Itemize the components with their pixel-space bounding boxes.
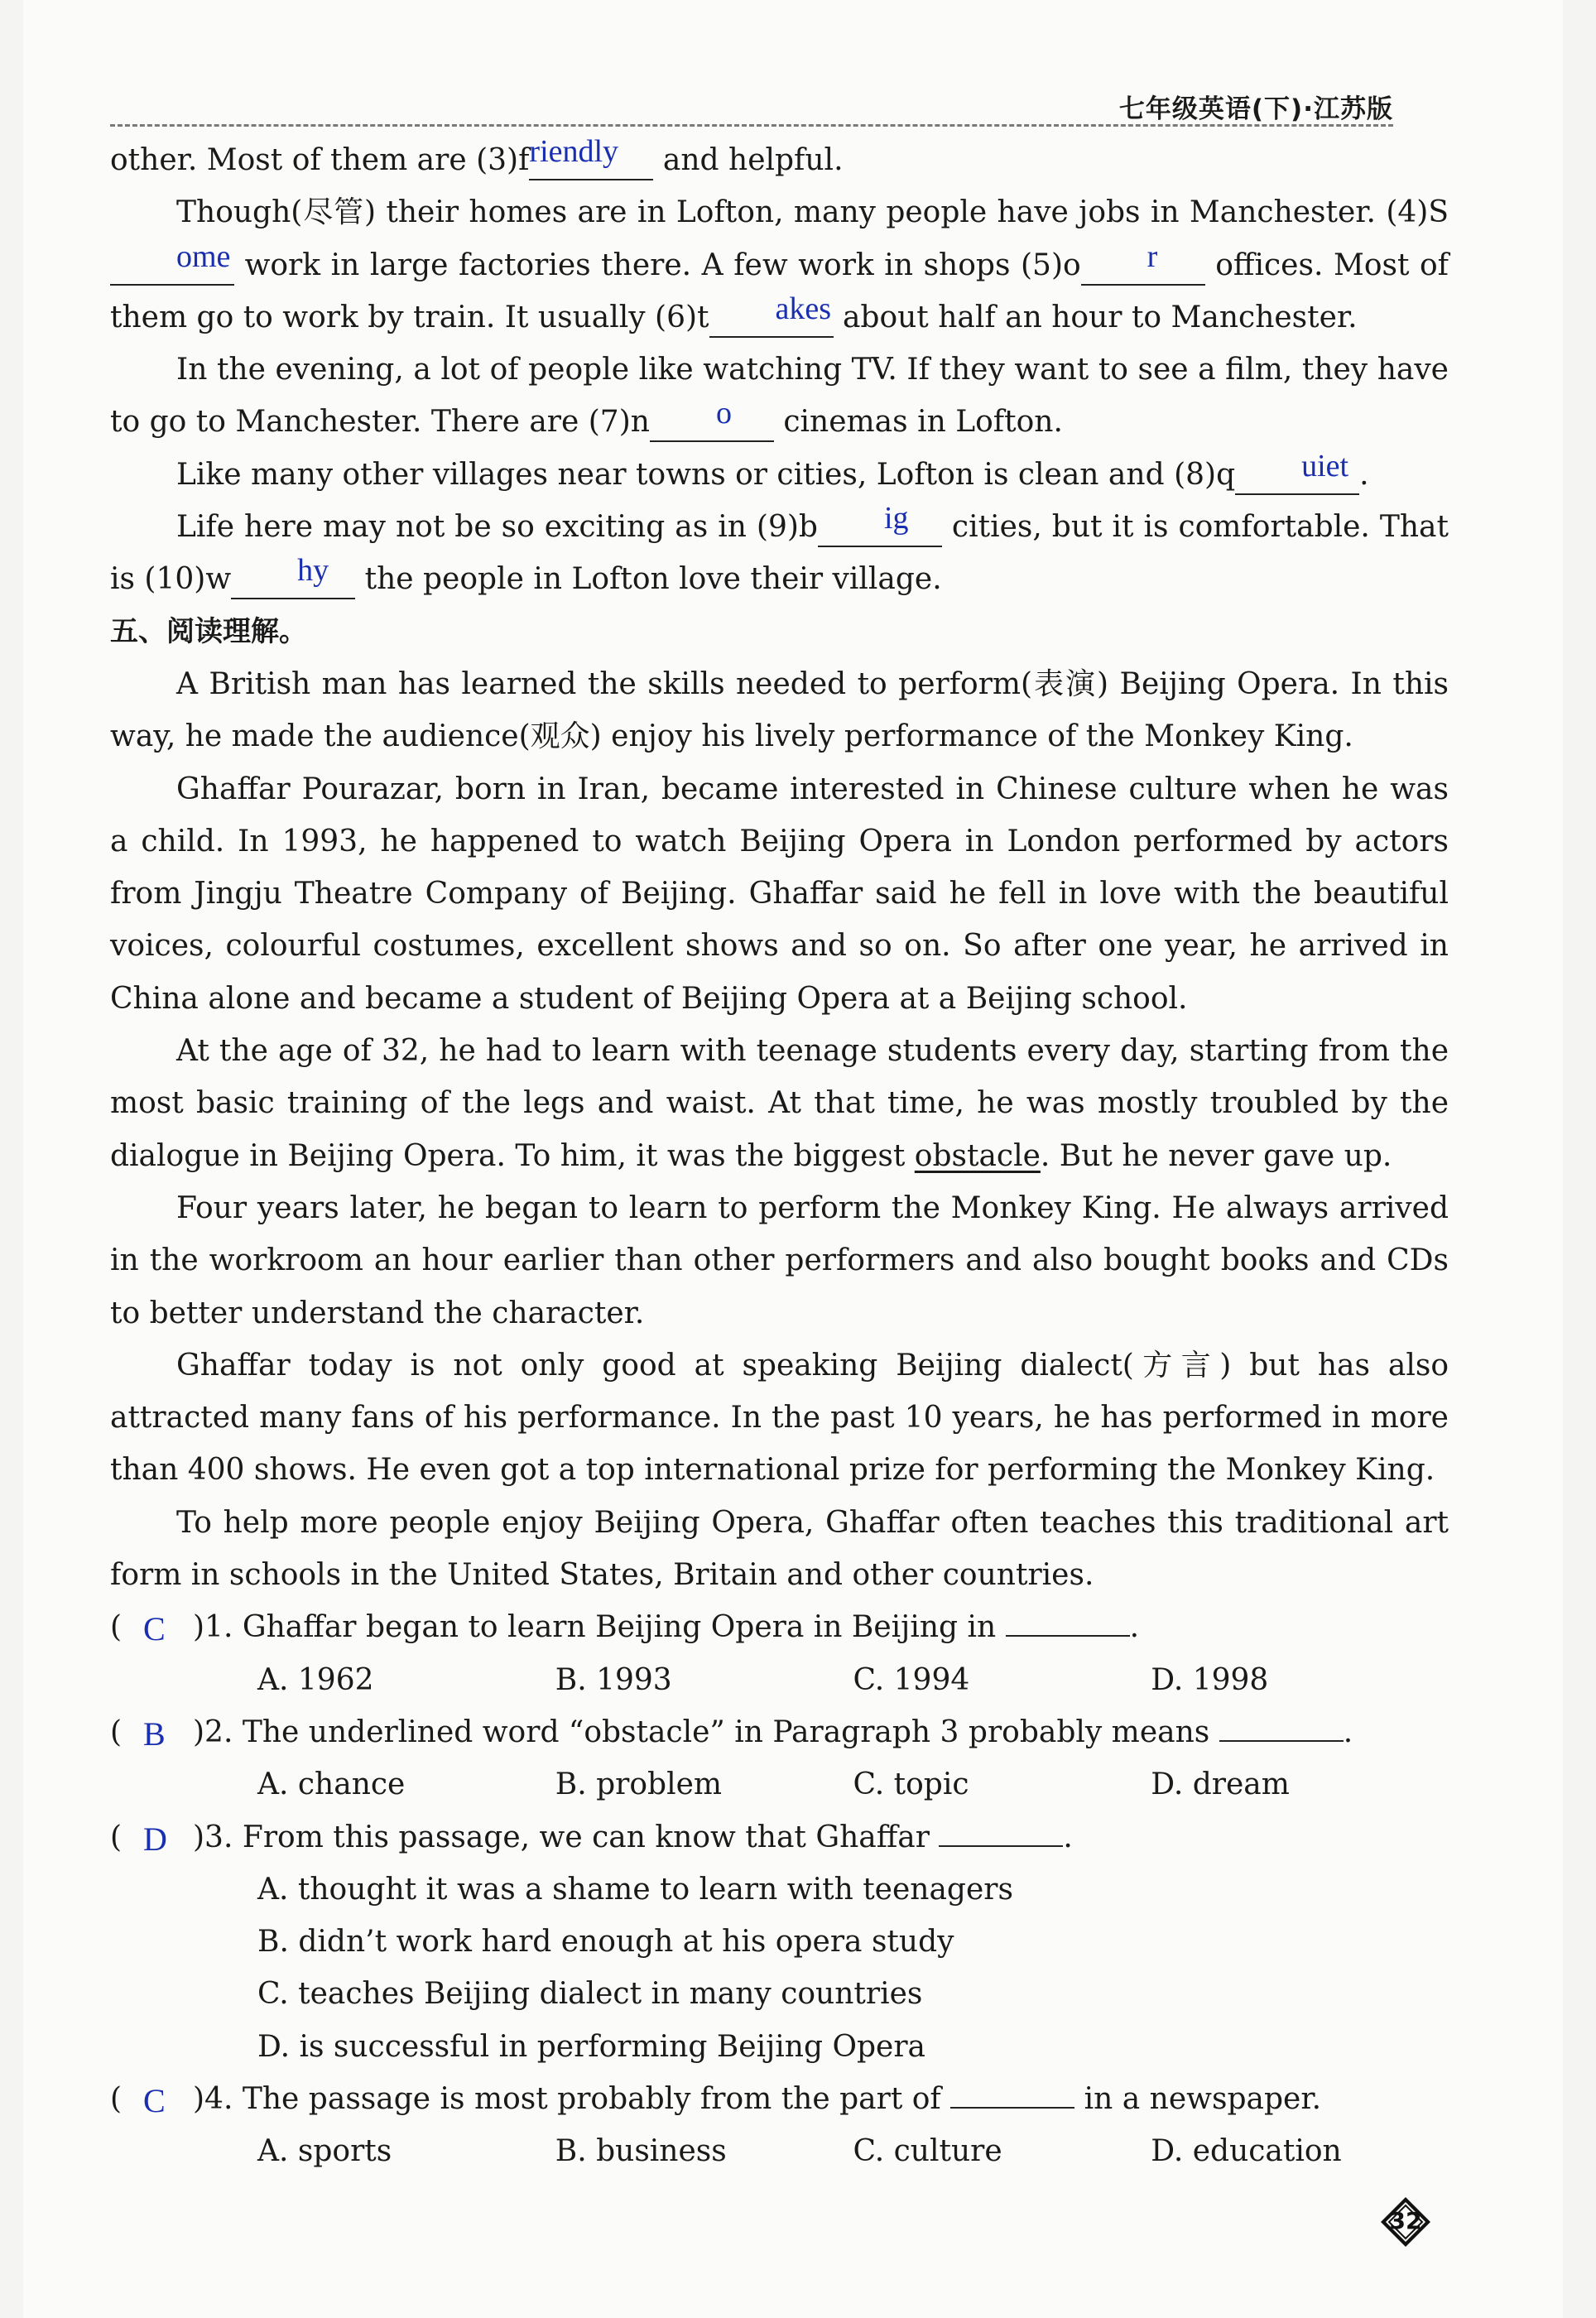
handwritten-answer: B — [143, 1714, 166, 1753]
answer-blank-10 — [231, 553, 355, 599]
question-stem: From this passage, we can know that Ghaffar — [242, 1820, 930, 1854]
handwritten-answer: hy — [297, 553, 329, 589]
answer-blank-5 — [1081, 238, 1205, 286]
option-d: D. is successful in performing Beijing Opera — [257, 2029, 925, 2064]
answer-paren: ( C — [110, 1601, 193, 1653]
option-c: C. 1994 — [853, 1662, 970, 1697]
reading-paragraph-1: A British man has learned the skills needed to perform(表演) Beijing Opera. In this way, he made the audience(观众) enjoy his lively performance of the Monkey King. — [110, 666, 1449, 754]
option-b: B. didn’t work hard enough at his opera study — [257, 1925, 954, 1960]
options-row — [110, 1654, 1449, 1706]
handwritten-answer: ig — [883, 501, 909, 536]
option-a: A. 1962 — [257, 1662, 374, 1697]
option-a: A. sports — [257, 2134, 392, 2169]
question-4: ( C )4. The passage is most probably from the part of in a newspaper. A. sports B. business C. culture D. education — [110, 2073, 1449, 2178]
workbook-page — [23, 0, 1563, 2318]
handwritten-answer: D — [143, 1820, 167, 1858]
question-blank — [1006, 1605, 1130, 1637]
handwritten-answer: r — [1147, 238, 1158, 274]
option-d: D. dream — [1151, 1767, 1290, 1802]
answer-paren: ( C — [110, 2073, 193, 2125]
options-row — [110, 1758, 1449, 1811]
options-row — [110, 2125, 1449, 2177]
question-blank — [1219, 1710, 1344, 1742]
answer-blank-4 — [110, 238, 234, 286]
option-d: D. education — [1151, 2134, 1342, 2169]
handwritten-answer: ome — [176, 238, 231, 274]
question-blank — [950, 2077, 1074, 2109]
handwritten-answer: o — [715, 396, 732, 431]
handwritten-answer: C — [143, 2081, 166, 2119]
handwritten-answer: uiet — [1301, 448, 1349, 483]
handwritten-answer: akes — [775, 291, 832, 326]
reading-paragraph-2: Ghaffar Pourazar, born in Iran, became interested in Chinese culture when he was a child. In 1993, he happened to watch Beijing Opera in London performed by actors from Jingju Theatre Company of Beijing. Ghaffar said he fell in love with the beautiful voices, colourful costumes, excellent shows and so on. So after one year, he arrived in China alone and became a student of Beijing Opera at a Beijing school. — [110, 772, 1449, 1016]
cloze-paragraph-1: other. Most of them are (3)friendly and helpful. — [110, 134, 1449, 186]
option-a: A. thought it was a shame to learn with teenagers — [257, 1872, 1013, 1907]
handwritten-answer: riendly — [529, 134, 619, 169]
question-3: ( D )3. From this passage, we can know that Ghaffar . A. thought it was a shame to learn with teenagers B. didn’t work hard enough at his opera study C. teaches Beijing dialect in many countries D. is successful in performing Beijing Opera — [110, 1811, 1449, 2073]
page-content — [110, 134, 1449, 2178]
option-c: C. topic — [853, 1767, 969, 1802]
handwritten-answer: C — [143, 1610, 166, 1648]
question-stem: Ghaffar began to learn Beijing Opera in Beijing in — [242, 1610, 997, 1645]
page-number: 32 — [1389, 2207, 1422, 2234]
answer-blank-3 — [529, 134, 653, 180]
section-title: 五、阅读理解。 — [110, 614, 307, 648]
question-stem: The underlined word “obstacle” in Paragraph 3 probably means — [242, 1714, 1210, 1749]
underlined-word: obstacle — [914, 1138, 1041, 1173]
question-stem: The passage is most probably from the part of — [242, 2081, 941, 2116]
answer-paren: ( B — [110, 1706, 193, 1758]
page-header — [110, 84, 1393, 127]
reading-paragraph-3: At the age of 32, he had to learn with teenage students every day, starting from the most basic training of the legs and waist. At that time, he was mostly troubled by the dialogue in Beijing Opera. To him, it was the biggest obstacle. But he never gave up. — [110, 1034, 1449, 1173]
option-c: C. culture — [853, 2134, 1002, 2169]
page-number-badge — [1379, 2195, 1432, 2248]
cloze-paragraph-4: Like many other villages near towns or cities, Lofton is clean and (8)q uiet . — [110, 449, 1449, 501]
option-b: B. business — [555, 2134, 727, 2169]
answer-blank-8 — [1235, 448, 1359, 495]
answer-blank-7 — [650, 396, 774, 442]
answer-blank-6 — [709, 291, 834, 338]
answer-paren: ( D — [110, 1811, 193, 1864]
option-b: B. 1993 — [555, 1662, 672, 1697]
option-b: B. problem — [555, 1767, 723, 1802]
cloze-paragraph-3: In the evening, a lot of people like watching TV. If they want to see a film, they have to go to Manchester. There are (7)n o cinemas in Lofton. — [110, 344, 1449, 449]
question-1: ( C )1. Ghaffar began to learn Beijing Opera in Beijing in . A. 1962 B. 1993 C. 1994 D. 1998 — [110, 1601, 1449, 1706]
option-d: D. 1998 — [1151, 1662, 1269, 1697]
option-c: C. teaches Beijing dialect in many countries — [257, 1977, 923, 2012]
book-title: 七年级英语(下)·江苏版 — [1118, 94, 1393, 124]
cloze-paragraph-5: Life here may not be so exciting as in (9)b ig cities, but it is comfortable. That is (10)w hy the people in Lofton love their village. — [110, 501, 1449, 606]
cloze-paragraph-2: Though(尽管) their homes are in Lofton, many people have jobs in Manchester. (4)Some work in large factories there. A few work in shops (5)o r offices. Most of them go to work by train. It usually (6)t akes about half an hour to Manchester. — [110, 186, 1449, 344]
reading-paragraph-5: Ghaffar today is not only good at speaking Beijing dialect(方言) but has also attracted many fans of his performance. In the past 10 years, he has performed in more than 400 shows. He even got a top international prize for performing the Monkey King. — [110, 1348, 1449, 1488]
question-2: ( B )2. The underlined word “obstacle” in Paragraph 3 probably means . A. chance B. problem C. topic D. dream — [110, 1706, 1449, 1811]
answer-blank-9 — [818, 501, 942, 547]
question-blank — [939, 1815, 1063, 1847]
reading-paragraph-4: Four years later, he began to learn to perform the Monkey King. He always arrived in the workroom an hour earlier than other performers and also bought books and CDs to better understand the character. — [110, 1190, 1449, 1330]
reading-paragraph-6: To help more people enjoy Beijing Opera, Ghaffar often teaches this traditional art form in schools in the United States, Britain and other countries. — [110, 1505, 1449, 1593]
option-a: A. chance — [257, 1767, 406, 1802]
